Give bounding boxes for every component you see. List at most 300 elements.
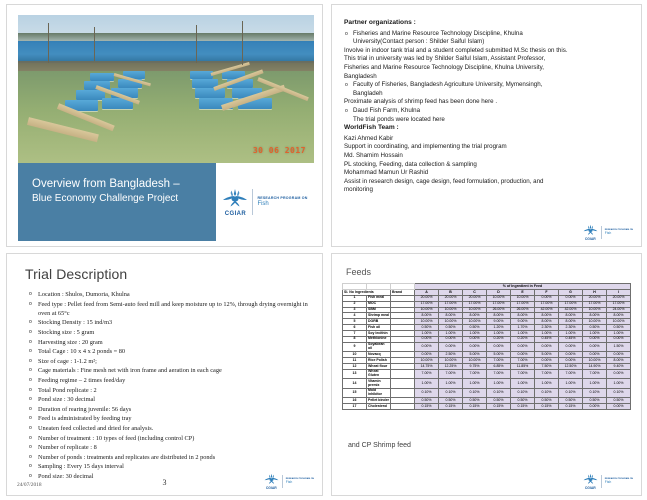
cell-percent-f: 8.00% xyxy=(535,319,559,325)
cell-percent-a: 20.00% xyxy=(415,295,439,301)
logo-program-line: RESEARCH PROGRAM ON xyxy=(257,195,308,200)
cell-percent-b: 10.00% xyxy=(439,319,463,325)
cgiar-logo-mark xyxy=(264,473,279,490)
cell-percent-f: 7.50% xyxy=(535,363,559,369)
partners-line: Md. Shamim Hossain xyxy=(344,151,403,159)
cell-percent-e: 1.70% xyxy=(511,325,535,331)
cell-percent-d: 0.50% xyxy=(487,398,511,404)
cell-ingredient: Fish oil xyxy=(367,325,391,331)
cell-percent-c: 0.50% xyxy=(463,398,487,404)
cell-percent-h: 17.00% xyxy=(583,301,607,307)
cell-percent-c: 0.10% xyxy=(463,388,487,398)
partners-line: Fisheries and Marine Resource Technology Discipline, Khulna University, xyxy=(344,63,544,71)
cell-percent-d: 0.20% xyxy=(487,336,511,342)
cell-sl-no: 9 xyxy=(343,342,367,352)
cell-ingredient: Novacq xyxy=(367,352,391,358)
cell-percent-a: 0.15% xyxy=(415,404,439,410)
cell-percent-f: 5.00% xyxy=(535,352,559,358)
cell-percent-d: 5.00% xyxy=(487,352,511,358)
slide-trial-description[interactable] xyxy=(6,253,323,496)
cell-percent-b: 0.10% xyxy=(439,388,463,398)
cell-brand xyxy=(391,369,415,379)
logo-program-name: Fish xyxy=(257,201,269,208)
list-item: o Harvesting size : 20 gram xyxy=(29,338,312,347)
cgiar-leaf-icon xyxy=(583,224,598,237)
cell-percent-a: 0.50% xyxy=(415,398,439,404)
cell-percent-h: 10.00% xyxy=(583,358,607,364)
logo-program-line: RESEARCH PROGRAM ON xyxy=(285,478,314,481)
cell-percent-e: 0.20% xyxy=(511,336,535,342)
cell-percent-c: 17.00% xyxy=(463,301,487,307)
cell-percent-d: 8.00% xyxy=(487,313,511,319)
cell-ingredient: Soyabean oil xyxy=(367,342,391,352)
cell-percent-h: 10.00% xyxy=(583,319,607,325)
cage xyxy=(195,88,225,98)
cell-percent-g: 8.00% xyxy=(559,313,583,319)
cell-percent-b: 10.00% xyxy=(439,358,463,364)
cell-ingredient: Vitamin premix xyxy=(367,379,391,389)
partners-line: Bangladesh xyxy=(344,72,377,80)
list-item: o Total Cage : 10 x 4 x 2 ponds = 80 xyxy=(29,347,312,356)
cell-percent-d: 10.00% xyxy=(487,295,511,301)
cell-percent-d: 0.00% xyxy=(487,342,511,352)
cgiar-wordmark: CGIAR xyxy=(584,237,596,241)
col-header-i: I xyxy=(607,289,631,295)
cell-percent-e: 0.10% xyxy=(511,388,535,398)
cell-percent-c: 10.00% xyxy=(463,319,487,325)
cell-percent-f: 0.15% xyxy=(535,404,559,410)
cell-sl-no: 17 xyxy=(343,404,367,410)
cell-ingredient: Wheat flour xyxy=(367,363,391,369)
cgiar-logo-mark xyxy=(222,188,248,217)
cell-ingredient: Mold inhibitor xyxy=(367,388,391,398)
slide-partner-organizations[interactable] xyxy=(331,4,642,247)
list-item: o Number of replicate : 8 xyxy=(29,443,312,452)
cell-ingredient: Wheat Gluten xyxy=(367,369,391,379)
cell-percent-b: 7.00% xyxy=(439,369,463,379)
cell-percent-g: 2.30% xyxy=(559,325,583,331)
page-title: Trial Description xyxy=(25,266,128,282)
table-head xyxy=(343,284,631,296)
slide-page-number: 3 xyxy=(162,478,167,487)
cell-sl-no: 3 xyxy=(343,307,367,313)
logo-program-text xyxy=(286,478,314,484)
cell-percent-g: 1.00% xyxy=(559,330,583,336)
cell-percent-h: 0.00% xyxy=(583,352,607,358)
cell-percent-i: 17.00% xyxy=(607,301,631,307)
cell-percent-i: 24.00% xyxy=(607,307,631,313)
list-item: o Stocking size : 5 gram xyxy=(29,328,312,337)
cell-percent-b: 10.00% xyxy=(439,307,463,313)
cell-percent-h: 1.00% xyxy=(583,379,607,389)
list-item: o Cage materials : Fine mesh net with iron frame and aeration in each cage xyxy=(29,366,312,375)
cell-percent-f: 7.00% xyxy=(535,369,559,379)
cell-percent-f: 8.00% xyxy=(535,313,559,319)
cell-percent-h: 1.00% xyxy=(583,330,607,336)
cell-percent-h: 0.50% xyxy=(583,325,607,331)
cell-sl-no: 14 xyxy=(343,379,367,389)
partners-line: Bangladeh xyxy=(353,89,383,97)
cell-percent-e: 26.00% xyxy=(511,307,535,313)
cell-percent-a: 0.10% xyxy=(415,388,439,398)
cell-percent-g: 0.15% xyxy=(559,404,583,410)
partners-line: Assist in research design, cage design, feed formulation, production, and xyxy=(344,177,544,185)
fence-post xyxy=(94,27,95,61)
partners-line: The trial ponds were located here xyxy=(353,115,445,123)
partners-line: Support in coordinating, and implementing the trial program xyxy=(344,143,507,151)
cell-sl-no: 7 xyxy=(343,330,367,336)
cell-percent-b: 12.25% xyxy=(439,363,463,369)
cgiar-fish-logo xyxy=(583,224,633,241)
cgiar-logo-mark xyxy=(583,473,598,490)
cell-percent-b: 0.50% xyxy=(439,398,463,404)
feeds-ingredient-table xyxy=(342,283,631,410)
cell-percent-i: 0.00% xyxy=(607,404,631,410)
cell-percent-d: 1.00% xyxy=(487,330,511,336)
cell-percent-i: 0.50% xyxy=(607,325,631,331)
cell-percent-b: 17.00% xyxy=(439,301,463,307)
cell-percent-a: 17.00% xyxy=(415,301,439,307)
col-header-a: A xyxy=(415,289,439,295)
trial-description-list xyxy=(7,290,322,481)
cell-brand xyxy=(391,388,415,398)
partners-content xyxy=(332,5,641,195)
cell-ingredient: Fish meal xyxy=(367,295,391,301)
cell-ingredient: Cholesterol xyxy=(367,404,391,410)
cell-percent-g: 0.00% xyxy=(559,352,583,358)
cell-ingredient: Pellet binder xyxy=(368,397,390,402)
fence-post xyxy=(48,23,49,63)
col-header-brand: Brand xyxy=(391,289,415,295)
col-header-b: B xyxy=(439,289,463,295)
cell-percent-e: 10.00% xyxy=(511,295,535,301)
cell-percent-d: 0.15% xyxy=(487,404,511,410)
cell-percent-f: 2.30% xyxy=(535,325,559,331)
cell-percent-d: 7.00% xyxy=(487,369,511,379)
cell-sl-no: 12 xyxy=(343,363,367,369)
table-row xyxy=(343,369,631,379)
cell-percent-e: 9.00% xyxy=(511,319,535,325)
cell-percent-g: 8.00% xyxy=(559,319,583,325)
cell-percent-c: 7.00% xyxy=(463,369,487,379)
cell-percent-f: 0.50% xyxy=(535,398,559,404)
cell-percent-e: 7.00% xyxy=(511,358,535,364)
cell-percent-b: 8.00% xyxy=(439,313,463,319)
cell-percent-c: 20.00% xyxy=(463,295,487,301)
cell-percent-a: 8.00% xyxy=(415,313,439,319)
cell-ingredient: Soy lecithin xyxy=(367,330,391,336)
partners-line: Involve in indoor tank trial and a student completed submitted M.Sc thesis on this. xyxy=(344,46,568,54)
cell-percent-f: 0.00% xyxy=(535,295,559,301)
partners-line: WorldFish Team : xyxy=(344,124,399,132)
cell-percent-f: 0.00% xyxy=(535,342,559,352)
list-item: o Location : Shulos, Dumoria, Khulna xyxy=(29,290,312,299)
cgiar-leaf-icon xyxy=(222,188,248,210)
cell-sl-no: 15 xyxy=(343,388,367,398)
cell-sl-no: 13 xyxy=(343,369,367,379)
col-header-c: C xyxy=(463,289,487,295)
cell-percent-b: 1.00% xyxy=(439,330,463,336)
cell-sl-no: 4 xyxy=(343,313,367,319)
title-banner xyxy=(18,163,314,241)
cell-percent-d: 7.00% xyxy=(487,358,511,364)
cell-percent-h: 10.00% xyxy=(583,307,607,313)
list-item: o Pond size: 30 decimal xyxy=(29,472,312,481)
cell-percent-g: 0.00% xyxy=(559,358,583,364)
cell-sl-no: 11 xyxy=(343,358,367,364)
slide-date-stamp: 24/07/2018 xyxy=(17,482,42,488)
feeds-table-wrapper xyxy=(332,277,641,410)
cell-percent-d: 26.00% xyxy=(487,307,511,313)
list-item: o Sampling : Every 15 days interval xyxy=(29,462,312,471)
col-header-e: E xyxy=(511,289,535,295)
logo-program-text xyxy=(605,478,633,484)
logo-divider xyxy=(252,189,253,215)
cell-percent-a: 7.00% xyxy=(415,369,439,379)
cell-percent-i: 1.00% xyxy=(607,379,631,389)
aquaculture-cage-pond-photo xyxy=(18,15,314,163)
cell-percent-f: 17.00% xyxy=(535,301,559,307)
cell-percent-e: 17.00% xyxy=(511,301,535,307)
list-item: o Stocking Density : 15 ind/m3 xyxy=(29,318,312,327)
cgiar-fish-logo xyxy=(583,473,633,490)
cell-percent-g: 0.50% xyxy=(559,398,583,404)
cell-percent-c: 1.00% xyxy=(463,379,487,389)
cell-percent-g: 17.00% xyxy=(559,301,583,307)
cgiar-wordmark: CGIAR xyxy=(265,486,277,490)
list-item: o Duration of rearing juvenile: 56 days xyxy=(29,405,312,414)
logo-divider xyxy=(601,226,602,239)
logo-program-line: RESEARCH PROGRAM ON xyxy=(604,478,633,481)
list-item: o Uneaten feed collected and dried for analysis. xyxy=(29,424,312,433)
cell-percent-h: 0.00% xyxy=(583,342,607,352)
cell-percent-e: 0.00% xyxy=(511,352,535,358)
cell-percent-i: 0.50% xyxy=(607,398,631,404)
cell-percent-d: 6.85% xyxy=(487,363,511,369)
partners-line: monitoring xyxy=(344,186,373,194)
table-row xyxy=(343,379,631,389)
logo-program-name: Fish xyxy=(285,479,293,484)
partners-line: This trial in university was led by Shilder Saiful Islam, Assistant Professor, xyxy=(344,55,546,63)
cell-percent-e: 1.00% xyxy=(511,379,535,389)
cell-percent-c: 5.00% xyxy=(463,352,487,358)
table-body xyxy=(343,295,631,409)
cell-percent-i: 1.00% xyxy=(607,330,631,336)
percent-of-ingredient-header: % of Ingredient in Feed xyxy=(415,284,631,290)
cell-percent-i: 8.00% xyxy=(607,313,631,319)
slide-title-overview[interactable] xyxy=(6,4,323,247)
slide-feeds-table[interactable] xyxy=(331,253,642,496)
cell-percent-c: 0.00% xyxy=(463,336,487,342)
cell-brand xyxy=(391,342,415,352)
cell-percent-g: 0.45% xyxy=(559,336,583,342)
col-header-h: H xyxy=(583,289,607,295)
logo-program-line: RESEARCH PROGRAM ON xyxy=(604,229,633,232)
cell-percent-b: 0.50% xyxy=(439,325,463,331)
cgiar-leaf-icon xyxy=(264,473,279,486)
logo-program-text xyxy=(605,229,633,235)
cell-percent-h: 0.50% xyxy=(583,398,607,404)
cell-percent-d: 1.00% xyxy=(487,379,511,389)
cell-percent-i: 1.50% xyxy=(607,342,631,352)
logo-program-text xyxy=(257,196,307,208)
cell-percent-c: 10.00% xyxy=(463,358,487,364)
table-row xyxy=(343,388,631,398)
partners-line: Kazi Ahmed Kabir xyxy=(344,134,394,142)
cell-brand xyxy=(391,379,415,389)
cell-percent-g: 1.00% xyxy=(559,379,583,389)
list-item: o Feed type : Pellet feed from Semi-auto feed mill and keep moisture up to 12%, through drying overnight in oven at 65°c xyxy=(29,300,312,318)
cell-sl-no: 2 xyxy=(343,301,367,307)
logo-program-name: Fish xyxy=(604,230,612,235)
partners-line-list xyxy=(344,30,629,195)
cell-percent-f: 0.00% xyxy=(535,358,559,364)
cell-percent-h: 20.00% xyxy=(583,295,607,301)
list-item: o Number of ponds : treatments and replicates are distributed in 2 ponds xyxy=(29,453,312,462)
cgiar-fish-logo xyxy=(216,163,314,241)
partners-line: PL stocking, Feeding, data collection & sampling xyxy=(344,160,477,168)
logo-divider xyxy=(601,475,602,488)
cell-percent-e: 7.00% xyxy=(511,369,535,379)
partners-line: University(Contact person : Shilder Saiful Islam) xyxy=(353,38,485,46)
cell-ingredient: DORB xyxy=(367,319,391,325)
cell-sl-no: 6 xyxy=(343,325,367,331)
photo-date-stamp: 30 06 2017 xyxy=(252,146,306,155)
cell-ingredient: Rice Polish xyxy=(367,358,391,364)
cell-percent-g: 7.00% xyxy=(559,369,583,379)
cell-percent-e: 0.00% xyxy=(511,342,535,352)
cell-percent-f: 1.00% xyxy=(535,330,559,336)
partners-line: o Faculty of Fisheries, Bangladesh Agriculture University, Mymensingh, xyxy=(344,81,629,90)
cell-percent-b: 0.00% xyxy=(439,342,463,352)
cell-percent-d: 0.10% xyxy=(487,388,511,398)
cell-percent-a: 0.00% xyxy=(415,336,439,342)
partners-heading: Partner organizations : xyxy=(344,19,416,26)
cell-ingredient: SBM xyxy=(367,307,391,313)
cell-percent-c: 0.50% xyxy=(463,325,487,331)
cell-percent-i: 10.00% xyxy=(607,319,631,325)
cgiar-fish-logo xyxy=(264,473,314,490)
cell-percent-g: 42.00% xyxy=(559,307,583,313)
cell-percent-i: 0.00% xyxy=(607,336,631,342)
cell-percent-i: 20.00% xyxy=(607,295,631,301)
cell-sl-no: 5 xyxy=(343,319,367,325)
cell-percent-h: 0.00% xyxy=(583,336,607,342)
cell-percent-h: 7.00% xyxy=(583,369,607,379)
cell-percent-h: 0.00% xyxy=(583,404,607,410)
cell-percent-f: 1.00% xyxy=(535,379,559,389)
logo-divider xyxy=(282,475,283,488)
cell-percent-f: 42.00% xyxy=(535,307,559,313)
cell-brand xyxy=(391,404,415,410)
cell-percent-a: 10.00% xyxy=(415,307,439,313)
cell-percent-e: 8.00% xyxy=(511,313,535,319)
title-text-block xyxy=(18,163,216,241)
list-item: o Number of treatment : 10 types of feed (including control CP) xyxy=(29,434,312,443)
cgiar-leaf-icon xyxy=(583,473,598,486)
list-item: o Size of cage : 1-1.2 m²; xyxy=(29,357,312,366)
cell-percent-a: 1.00% xyxy=(415,379,439,389)
logo-program-name: Fish xyxy=(604,479,612,484)
table-row xyxy=(343,404,631,410)
partners-line: Mohammad Mamun Ur Rashid xyxy=(344,169,429,177)
cell-percent-b: 0.00% xyxy=(439,336,463,342)
cage xyxy=(90,73,114,81)
list-item: o Pond size : 30 decimal xyxy=(29,395,312,404)
cell-percent-f: 0.10% xyxy=(535,388,559,398)
col-header-f: F xyxy=(535,289,559,295)
cell-percent-d: 9.00% xyxy=(487,319,511,325)
table-row xyxy=(343,342,631,352)
cell-percent-b: 2.50% xyxy=(439,352,463,358)
cell-percent-h: 14.90% xyxy=(583,363,607,369)
cell-percent-i: 9.40% xyxy=(607,363,631,369)
cell-sl-no: 10 xyxy=(343,352,367,358)
cell-percent-g: 0.00% xyxy=(559,295,583,301)
cell-percent-b: 0.15% xyxy=(439,404,463,410)
cell-percent-a: 10.00% xyxy=(415,319,439,325)
cell-percent-h: 8.00% xyxy=(583,313,607,319)
cell-percent-a: 0.00% xyxy=(415,352,439,358)
fence-post xyxy=(196,25,197,63)
cgiar-logo-mark xyxy=(583,224,598,241)
cell-percent-c: 1.00% xyxy=(463,330,487,336)
cell-percent-c: 0.00% xyxy=(463,342,487,352)
partners-line: o Daud Fish Farm, Khulna xyxy=(344,107,629,116)
cell-percent-a: 0.50% xyxy=(415,325,439,331)
cell-percent-i: 0.00% xyxy=(607,369,631,379)
list-item: o Feed is administrated by feeding tray xyxy=(29,414,312,423)
cell-percent-e: 0.15% xyxy=(511,404,535,410)
cell-ingredient: MOC xyxy=(367,301,391,307)
title-heading-line2: Blue Economy Challenge Project xyxy=(32,193,179,204)
cell-percent-b: 20.00% xyxy=(439,295,463,301)
cage xyxy=(76,90,105,100)
cell-percent-e: 0.50% xyxy=(511,398,535,404)
cell-percent-b: 1.00% xyxy=(439,379,463,389)
cell-percent-c: 9.75% xyxy=(463,363,487,369)
list-item: o Feeding regime – 2 times feed/day xyxy=(29,376,312,385)
cell-percent-e: 1.00% xyxy=(511,330,535,336)
cell-sl-no: 8 xyxy=(343,336,367,342)
cell-percent-d: 17.00% xyxy=(487,301,511,307)
cell-ingredient: Shrimp meal xyxy=(368,312,390,317)
cell-percent-g: 12.50% xyxy=(559,363,583,369)
cell-percent-d: 1.20% xyxy=(487,325,511,331)
col-header-g: G xyxy=(559,289,583,295)
partners-line: o Fisheries and Marine Resource Technology Discipline, Khulna xyxy=(344,30,629,39)
cell-percent-i: 8.00% xyxy=(607,358,631,364)
partners-line: Proximate analysis of shrimp feed has been done here . xyxy=(344,98,498,106)
col-header-ingredients: Sl. No Ingredients xyxy=(343,289,391,295)
cell-percent-e: 11.85% xyxy=(511,363,535,369)
cell-percent-g: 0.00% xyxy=(559,342,583,352)
cgiar-wordmark: CGIAR xyxy=(224,210,247,217)
cell-percent-i: 0.10% xyxy=(607,388,631,398)
cell-percent-g: 0.10% xyxy=(559,388,583,398)
cell-percent-c: 0.15% xyxy=(463,404,487,410)
cell-sl-no: 1 xyxy=(343,295,367,301)
list-item: o Total Pond replicate : 2 xyxy=(29,386,312,395)
fence-post xyxy=(242,21,243,65)
cell-percent-a: 14.75% xyxy=(415,363,439,369)
cell-percent-a: 0.00% xyxy=(415,342,439,352)
cell-percent-h: 0.10% xyxy=(583,388,607,398)
cgiar-wordmark: CGIAR xyxy=(584,486,596,490)
title-heading-line1: Overview from Bangladesh – xyxy=(32,178,180,190)
photo-blue-fence xyxy=(18,41,314,63)
cell-percent-a: 10.00% xyxy=(415,358,439,364)
